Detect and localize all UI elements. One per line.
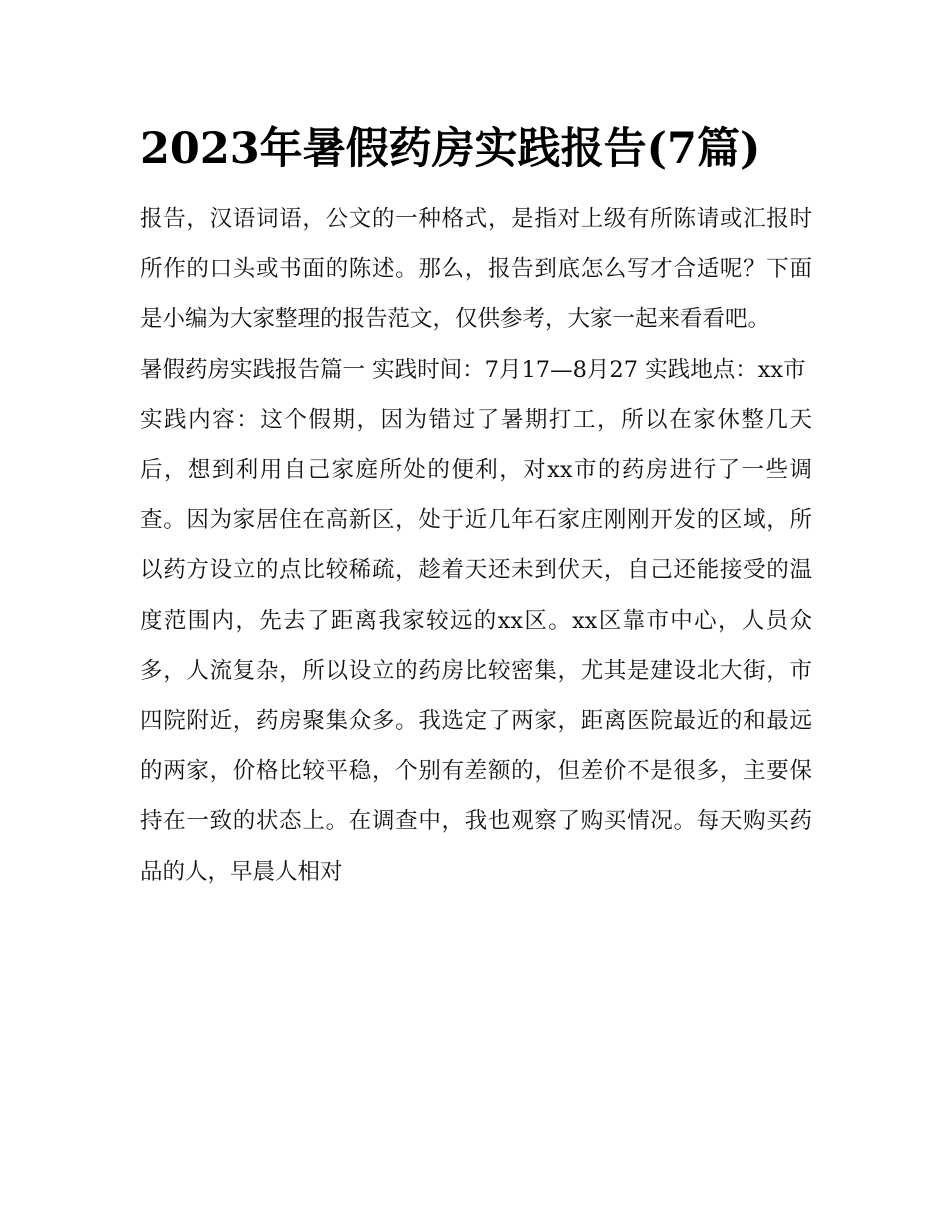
section-heading-paragraph: 暑假药房实践报告篇一 实践时间：7月17—8月27 实践地点：xx市: [140, 356, 806, 383]
practice-content-paragraph: 实践内容：这个假期，因为错过了暑期打工，所以在家休整几天后，想到利用自己家庭所处的便利，对xx市的药房进行了一些调查。因为家居住在高新区，处于近几年石家庄刚刚开发的区域，所以药方设立的点比较稀疏，趁着天还未到伏天，自己还能接受的温度范围内，先去了距离我家较远的xx区。xx区靠市中心，人员众多，人流复杂，所以设立的药房比较密集，尤其是建设北大街，市四院附近，药房聚集众多。我选定了两家，距离医院最近的和最远的两家，价格比较平稳，个别有差额的，但差价不是很多，主要保持在一致的状态上。在调查中，我也观察了购买情况。每天购买药品的人，早晨人相对: [140, 406, 812, 885]
document-title: 2023年暑假药房实践报告(7篇): [140, 124, 761, 174]
intro-paragraph: 报告，汉语词语，公文的一种格式，是指对上级有所陈请或汇报时所作的口头或书面的陈述。那么，报告到底怎么写才合适呢？下面是小编为大家整理的报告范文，仅供参考，大家一起来看看吧。: [140, 206, 812, 333]
document-body: [140, 112, 812, 897]
